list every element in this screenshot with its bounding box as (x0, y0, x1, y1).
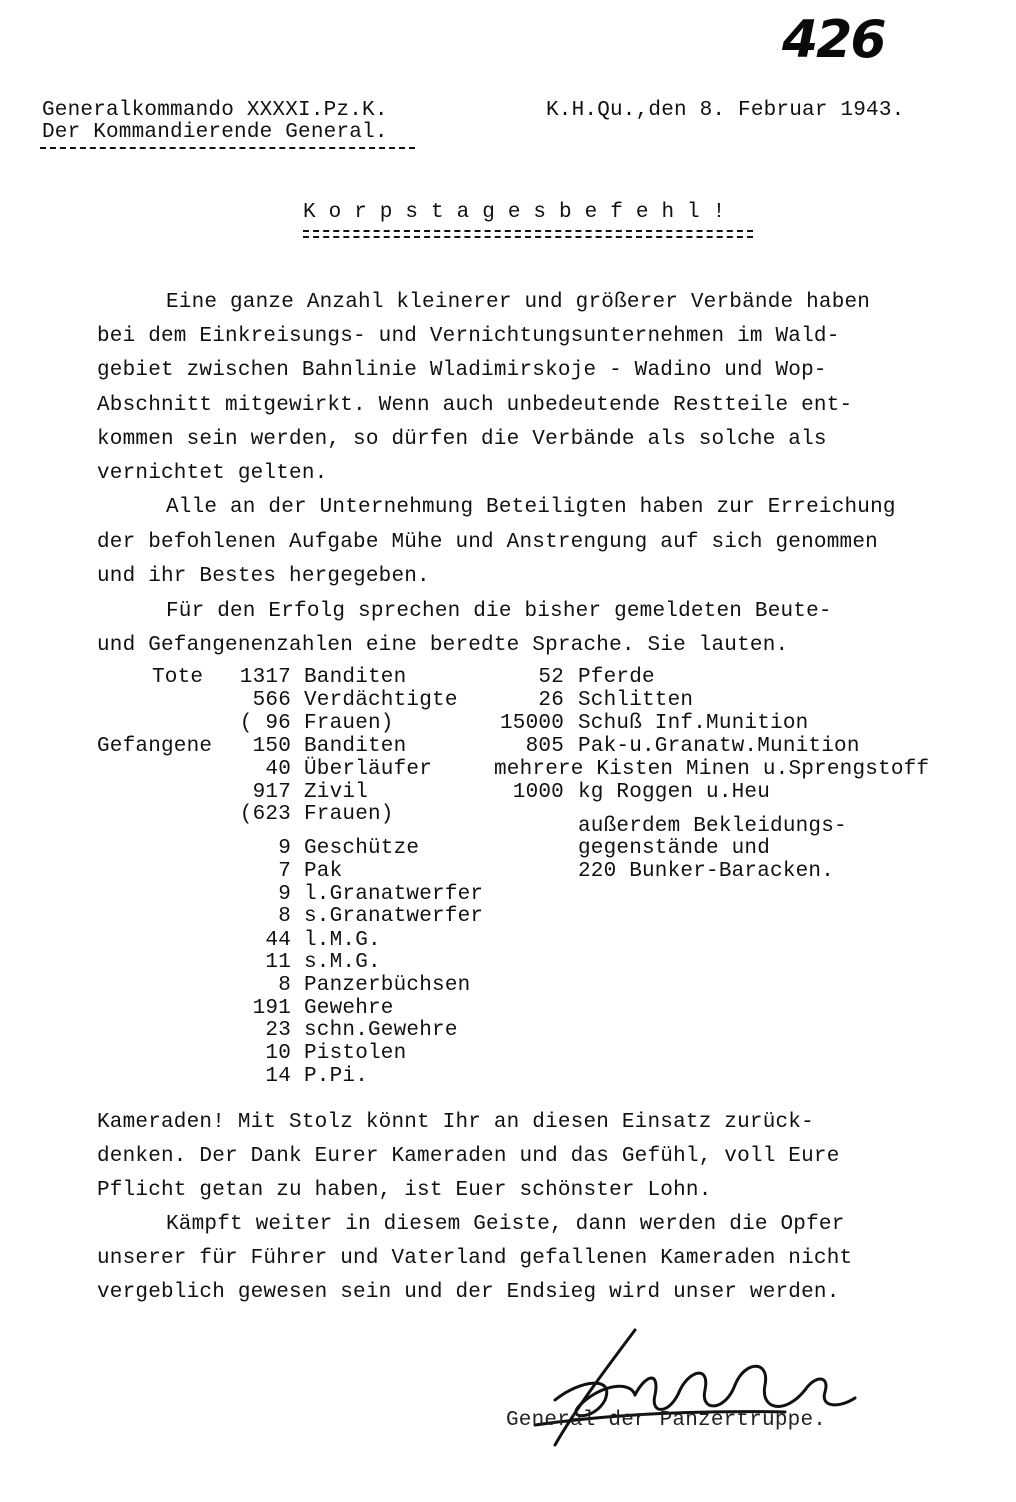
tally-right-item: mehrere Kisten Minen u.Sprengstoff (494, 758, 930, 781)
weapon-num: 8 (278, 905, 291, 928)
tally-num: 1317 (239, 666, 291, 689)
para3-line: und Gefangenenzahlen eine beredte Sprache. Sie lauten. (97, 634, 789, 657)
tally-right-item: Schlitten (578, 689, 694, 712)
tally-num: 566 (252, 689, 291, 712)
tally-right-extra: 220 Bunker-Baracken. (578, 860, 835, 883)
weapon-num: 44 (265, 929, 291, 952)
tally-num: (623 (239, 803, 291, 826)
para1-line: Eine ganze Anzahl kleinerer und größerer Verbände haben (166, 291, 871, 314)
tally-num: 40 (265, 758, 291, 781)
tally-item: Zivil (304, 781, 369, 804)
weapon-num: 7 (278, 860, 291, 883)
handwritten-signature (485, 1320, 865, 1460)
weapon-item: Panzerbüchsen (304, 974, 471, 997)
tally-num: 917 (252, 781, 291, 804)
para1-line: bei dem Einkreisungs- und Vernichtungsunternehmen im Wald- (97, 325, 840, 348)
weapon-item: Geschütze (304, 837, 420, 860)
para2-line: und ihr Bestes hergegeben. (97, 565, 430, 588)
title-rule-2 (303, 236, 753, 238)
para5-line: unserer für Führer und Vaterland gefallenen Kameraden nicht (97, 1247, 853, 1270)
header-unit: Generalkommando XXXXI.Pz.K. (42, 99, 388, 122)
para1-line: Abschnitt mitgewirkt. Wenn auch unbedeutende Restteile ent- (97, 394, 853, 417)
document-title: K o r p s t a g e s b e f e h l ! (303, 201, 726, 224)
weapon-item: s.Granatwerfer (304, 905, 484, 928)
para4-line: Pflicht getan zu haben, ist Euer schönster Lohn. (97, 1179, 712, 1202)
para1-line: vernichtet gelten. (97, 462, 328, 485)
para4-line: denken. Der Dank Eurer Kameraden und das Gefühl, voll Eure (97, 1145, 840, 1168)
tally-num: 150 (252, 735, 291, 758)
weapon-num: 9 (278, 883, 291, 906)
signature-caption: General der Panzertruppe. (506, 1409, 827, 1432)
para1-line: gebiet zwischen Bahnlinie Wladimirskoje - Wadino und Wop- (97, 359, 827, 382)
weapon-item: P.Pi. (304, 1065, 369, 1088)
tally-item: Frauen) (304, 712, 394, 735)
para1-line: kommen sein werden, so dürfen die Verbände als solche als (97, 428, 827, 451)
tally-item: Überläufer (304, 758, 433, 781)
para3-line: Für den Erfolg sprechen die bisher gemeldeten Beute- (166, 600, 832, 623)
tally-item: Verdächtigte (304, 689, 458, 712)
weapon-item: Gewehre (304, 997, 394, 1020)
weapon-num: 10 (265, 1042, 291, 1065)
tally-item: Banditen (304, 735, 407, 758)
weapon-item: Pistolen (304, 1042, 407, 1065)
para2-line: Alle an der Unternehmung Beteiligten haben zur Erreichung (166, 496, 896, 519)
header-underline (40, 147, 415, 149)
weapon-num: 191 (252, 997, 291, 1020)
tally-right-num: 805 (525, 735, 564, 758)
tally-label-tote: Tote (152, 666, 204, 689)
para4-line: Kameraden! Mit Stolz könnt Ihr an diesen Einsatz zurück- (97, 1111, 814, 1134)
tally-right-num: 1000 (512, 781, 564, 804)
weapon-num: 9 (278, 837, 291, 860)
tally-right-num: 26 (538, 689, 564, 712)
weapon-item: schn.Gewehre (304, 1019, 458, 1042)
weapon-num: 14 (265, 1065, 291, 1088)
tally-label-gefangene: Gefangene (97, 735, 213, 758)
tally-right-extra: gegenstände und (578, 837, 771, 860)
tally-num: ( 96 (239, 712, 291, 735)
weapon-item: l.Granatwerfer (304, 883, 484, 906)
para5-line: Kämpft weiter in diesem Geiste, dann werden die Opfer (166, 1213, 845, 1236)
title-rule-1 (303, 230, 753, 232)
weapon-num: 23 (265, 1019, 291, 1042)
para2-line: der befohlenen Aufgabe Mühe und Anstrengung auf sich genommen (97, 531, 878, 554)
handwritten-page-number: 426 (782, 10, 885, 70)
tally-right-item: Schuß Inf.Munition (578, 712, 809, 735)
tally-item: Banditen (304, 666, 407, 689)
tally-right-item: Pak-u.Granatw.Munition (578, 735, 860, 758)
weapon-item: Pak (304, 860, 343, 883)
header-rank: Der Kommandierende General. (42, 121, 388, 144)
weapon-num: 8 (278, 974, 291, 997)
tally-right-extra: außerdem Bekleidungs- (578, 815, 847, 838)
tally-item: Frauen) (304, 803, 394, 826)
tally-right-num: 15000 (499, 712, 564, 735)
header-date: K.H.Qu.,den 8. Februar 1943. (546, 99, 905, 122)
tally-right-item: kg Roggen u.Heu (578, 781, 771, 804)
weapon-num: 11 (265, 951, 291, 974)
tally-right-num: 52 (538, 666, 564, 689)
para5-line: vergeblich gewesen sein und der Endsieg wird unser werden. (97, 1281, 840, 1304)
weapon-item: l.M.G. (304, 929, 381, 952)
weapon-item: s.M.G. (304, 951, 381, 974)
tally-right-item: Pferde (578, 666, 655, 689)
